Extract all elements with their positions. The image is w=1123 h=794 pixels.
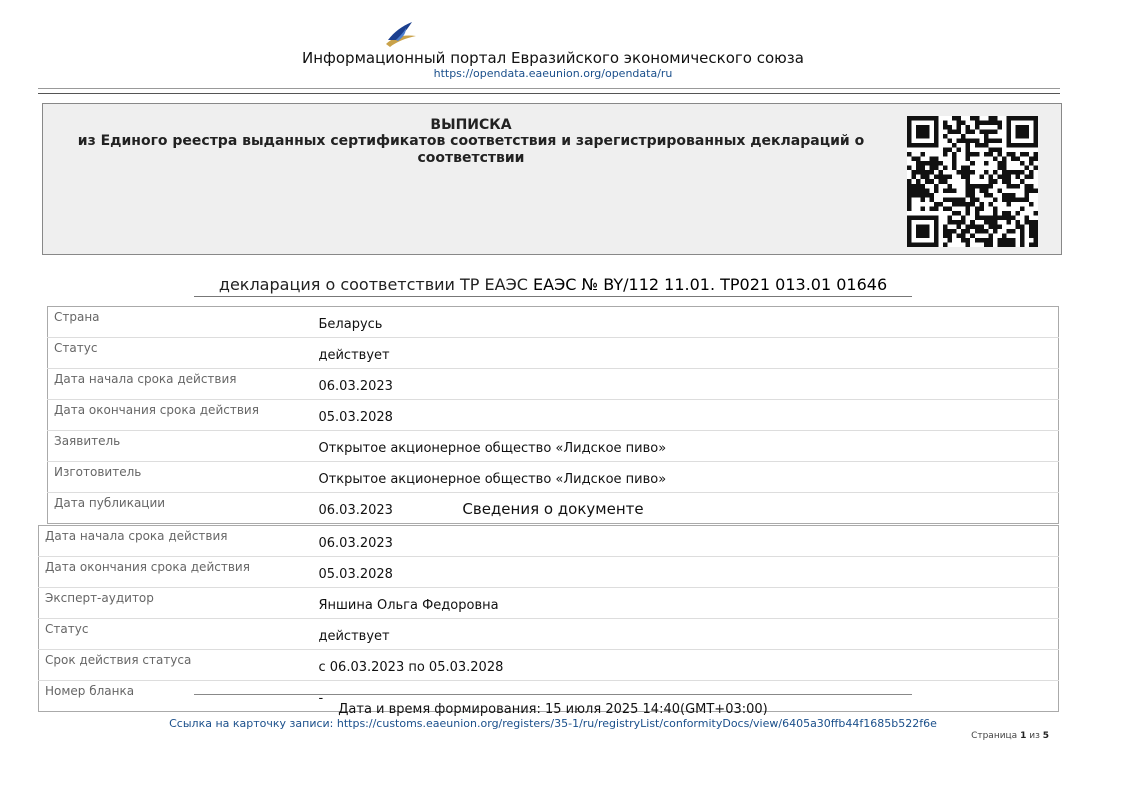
row-value: Яншина Ольга Федоровна: [313, 588, 1059, 619]
row-label: Страна: [48, 307, 313, 338]
row-value: 06.03.2023: [318, 502, 393, 518]
page-separator: из: [1029, 731, 1040, 741]
extract-subtitle: из Единого реестра выданных сертификатов соответствия и зарегистрированных деклараций о соответствии: [77, 133, 865, 166]
document-section-title: Сведения о документе: [462, 500, 644, 518]
row-label: Заявитель: [48, 431, 313, 462]
page-number: [971, 730, 1049, 742]
eaeu-logo-icon: [382, 20, 418, 48]
extract-header-box: [42, 103, 1062, 255]
page-prefix: Страница: [971, 731, 1018, 741]
portal-url-link[interactable]: https://opendata.eaeunion.org/opendata/ru: [433, 67, 673, 80]
declaration-number: ЕАЭС № BY/112 11.01. ТР021 013.01 01646: [533, 275, 888, 294]
row-label: Дата окончания срока действия: [48, 400, 313, 431]
portal-title: Информационный портал Евразийского экономического союза: [302, 49, 804, 67]
row-label: Изготовитель: [48, 462, 313, 493]
row-label: Дата публикации: [54, 496, 166, 510]
table-row: [39, 650, 1059, 681]
row-value: Беларусь: [313, 307, 1059, 338]
row-value: Открытое акционерное общество «Лидское пиво»: [313, 462, 1059, 493]
table-row: [39, 526, 1059, 557]
table-row: [48, 431, 1059, 462]
row-label: Эксперт-аудитор: [39, 588, 313, 619]
record-card-link[interactable]: Ссылка на карточку записи: https://customs.eaeunion.org/registers/35-1/ru/registryList/conformityDocs/view/6405a30ffb44f1685b522f6e: [169, 717, 937, 730]
header-divider-lower: [38, 93, 1060, 94]
qr-code: [907, 116, 1038, 247]
row-label: Дата начала срока действия: [39, 526, 313, 557]
table-row: [48, 462, 1059, 493]
table-row: [39, 557, 1059, 588]
row-value: 06.03.2023: [313, 526, 1059, 557]
row-label: Статус: [39, 619, 313, 650]
row-label: Номер бланка: [45, 684, 135, 698]
footer-divider: [194, 694, 912, 695]
header-divider: [38, 88, 1060, 89]
document-info-table: [38, 525, 1059, 712]
extract-title: ВЫПИСКА: [430, 117, 512, 133]
table-row: [39, 588, 1059, 619]
declaration-info-table: [47, 306, 1059, 524]
row-value: действует: [313, 338, 1059, 369]
table-row: [48, 338, 1059, 369]
row-value: Открытое акционерное общество «Лидское пиво»: [313, 431, 1059, 462]
row-value: с 06.03.2023 по 05.03.2028: [313, 650, 1059, 681]
generation-date: Дата и время формирования: 15 июля 2025 14:40(GMT+03:00): [338, 702, 768, 717]
row-label: Дата окончания срока действия: [39, 557, 313, 588]
row-value: действует: [313, 619, 1059, 650]
table-row: [48, 307, 1059, 338]
page-total: 5: [1042, 731, 1049, 741]
row-value: -: [318, 690, 324, 706]
row-value: 05.03.2028: [313, 400, 1059, 431]
row-label: Дата начала срока действия: [48, 369, 313, 400]
row-label: Статус: [48, 338, 313, 369]
page-current: 1: [1020, 731, 1027, 741]
table-row: [39, 619, 1059, 650]
declaration-prefix: декларация о соответствии ТР ЕАЭС: [218, 275, 528, 294]
table-row: [48, 369, 1059, 400]
table-row: [48, 400, 1059, 431]
row-value: 06.03.2023: [313, 369, 1059, 400]
row-label: Срок действия статуса: [39, 650, 313, 681]
row-value: 05.03.2028: [313, 557, 1059, 588]
declaration-heading: [194, 275, 912, 297]
